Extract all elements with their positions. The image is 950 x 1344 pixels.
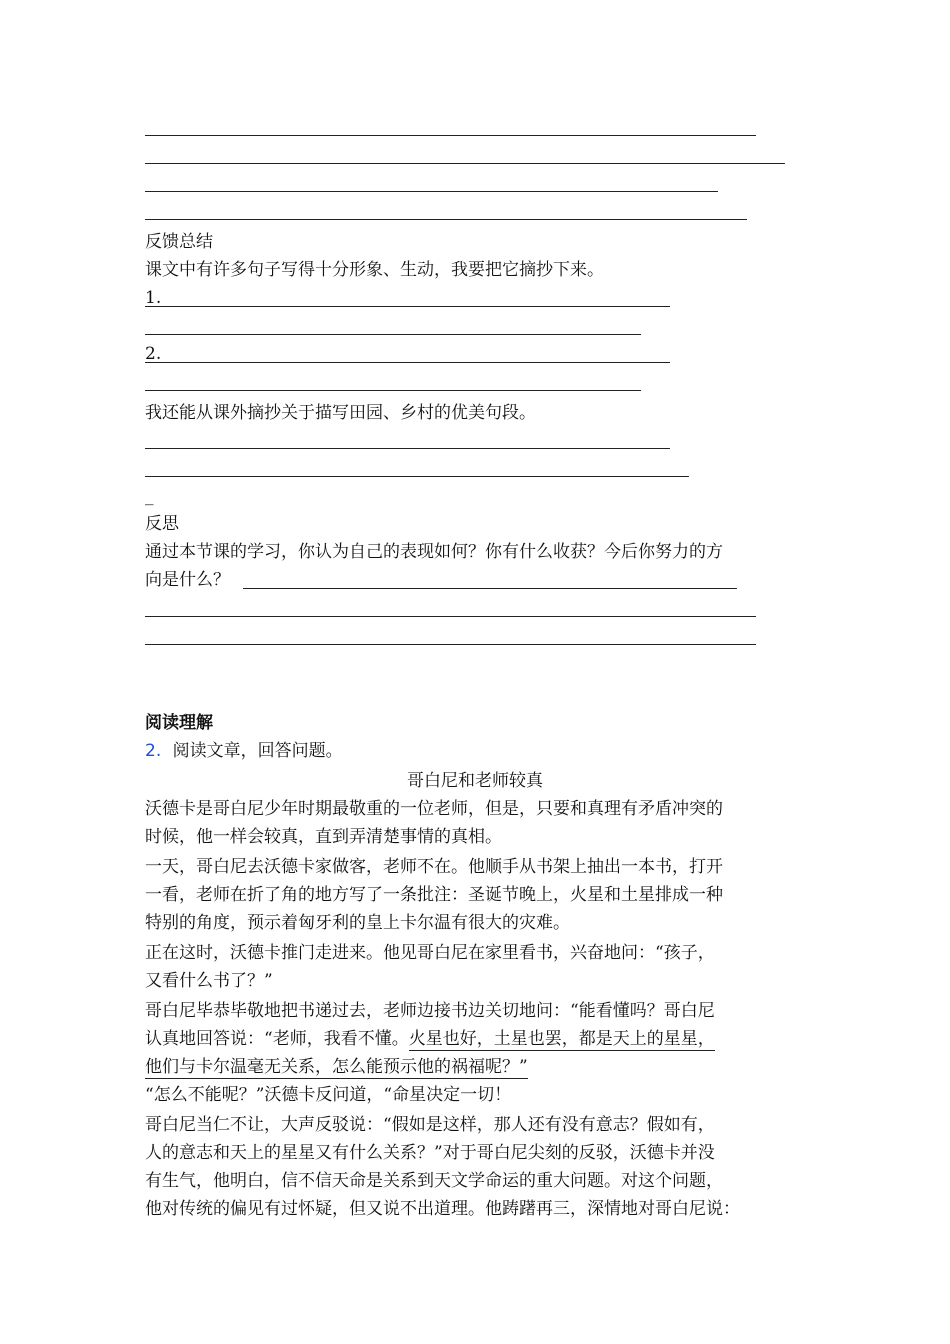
article-line: 沃德卡是哥白尼少年时期最敬重的一位老师，但是，只要和真理有矛盾冲突的 — [145, 799, 723, 819]
answer-line — [145, 163, 785, 164]
article-line: 时候，他一样会较真，直到弄清楚事情的真相。 — [145, 827, 502, 847]
article-line — [145, 1056, 528, 1078]
item-1-label: 1. — [145, 288, 162, 308]
article-line: 一天，哥白尼去沃德卡家做客，老师不在。他顺手从书架上抽出一本书，打开 — [145, 857, 723, 877]
question-2 — [145, 740, 343, 762]
answer-line — [145, 191, 718, 192]
stray-mark: _ — [145, 486, 154, 506]
article-line: 一看，老师在折了角的地方写了一条批注：圣诞节晚上，火星和土星排成一种 — [145, 885, 723, 905]
answer-line — [145, 362, 670, 363]
article-line: 特别的角度，预示着匈牙利的皇上卡尔温有很大的灾难。 — [145, 913, 570, 933]
article-line — [145, 1028, 715, 1050]
item-2-label: 2. — [145, 344, 162, 364]
answer-line — [145, 390, 641, 391]
question-dot: . — [155, 741, 162, 761]
answer-line — [145, 616, 756, 617]
article-line: 哥白尼当仁不让，大声反驳说：“假如是这样，那人还有没有意志？假如有， — [145, 1115, 715, 1135]
answer-line — [145, 448, 670, 449]
article-line: 人的意志和天上的星星又有什么关系？”对于哥白尼尖刻的反驳，沃德卡并没 — [145, 1143, 715, 1163]
question-text: 阅读文章，回答问题。 — [172, 741, 343, 761]
article-text: 认真地回答说：“老师，我看不懂。 — [145, 1029, 409, 1049]
article-line: 正在这时，沃德卡推门走进来。他见哥白尼在家里看书，兴奋地问：“孩子， — [145, 943, 715, 963]
answer-line — [145, 644, 756, 645]
answer-line — [145, 334, 641, 335]
feedback-heading: 反馈总结 — [145, 232, 213, 252]
feedback-prompt: 课文中有许多句子写得十分形象、生动，我要把它摘抄下来。 — [145, 260, 604, 280]
extra-prompt: 我还能从课外摘抄关于描写田园、乡村的优美句段。 — [145, 403, 536, 423]
article-line: “怎么不能呢？”沃德卡反问道，“命星决定一切！ — [145, 1085, 512, 1105]
answer-line — [145, 476, 689, 477]
article-line: 有生气，他明白，信不信天命是关系到天文学命运的重大问题。对这个问题， — [145, 1171, 723, 1191]
answer-line — [145, 135, 756, 136]
reading-heading: 阅读理解 — [145, 713, 213, 733]
answer-line — [145, 306, 670, 307]
article-line: 他对传统的偏见有过怀疑，但又说不出道理。他踌躇再三，深情地对哥白尼说： — [145, 1199, 740, 1219]
reflection-heading: 反思 — [145, 514, 179, 534]
article-title: 哥白尼和老师较真 — [407, 771, 543, 791]
answer-line — [145, 219, 747, 220]
reflection-line-2: 向是什么？ — [145, 570, 230, 590]
answer-line — [243, 588, 737, 589]
underlined-sentence: 他们与卡尔温毫无关系，怎么能预示他的祸福呢？” — [145, 1057, 528, 1077]
article-line: 哥白尼毕恭毕敬地把书递过去，老师边接书边关切地问：“能看懂吗？哥白尼 — [145, 1001, 715, 1021]
underlined-sentence: 火星也好，土星也罢，都是天上的星星， — [408, 1029, 715, 1049]
reflection-line-1: 通过本节课的学习，你认为自己的表现如何？你有什么收获？今后你努力的方 — [145, 542, 723, 562]
question-number: 2 — [145, 741, 156, 761]
article-line: 又看什么书了？” — [145, 971, 273, 991]
